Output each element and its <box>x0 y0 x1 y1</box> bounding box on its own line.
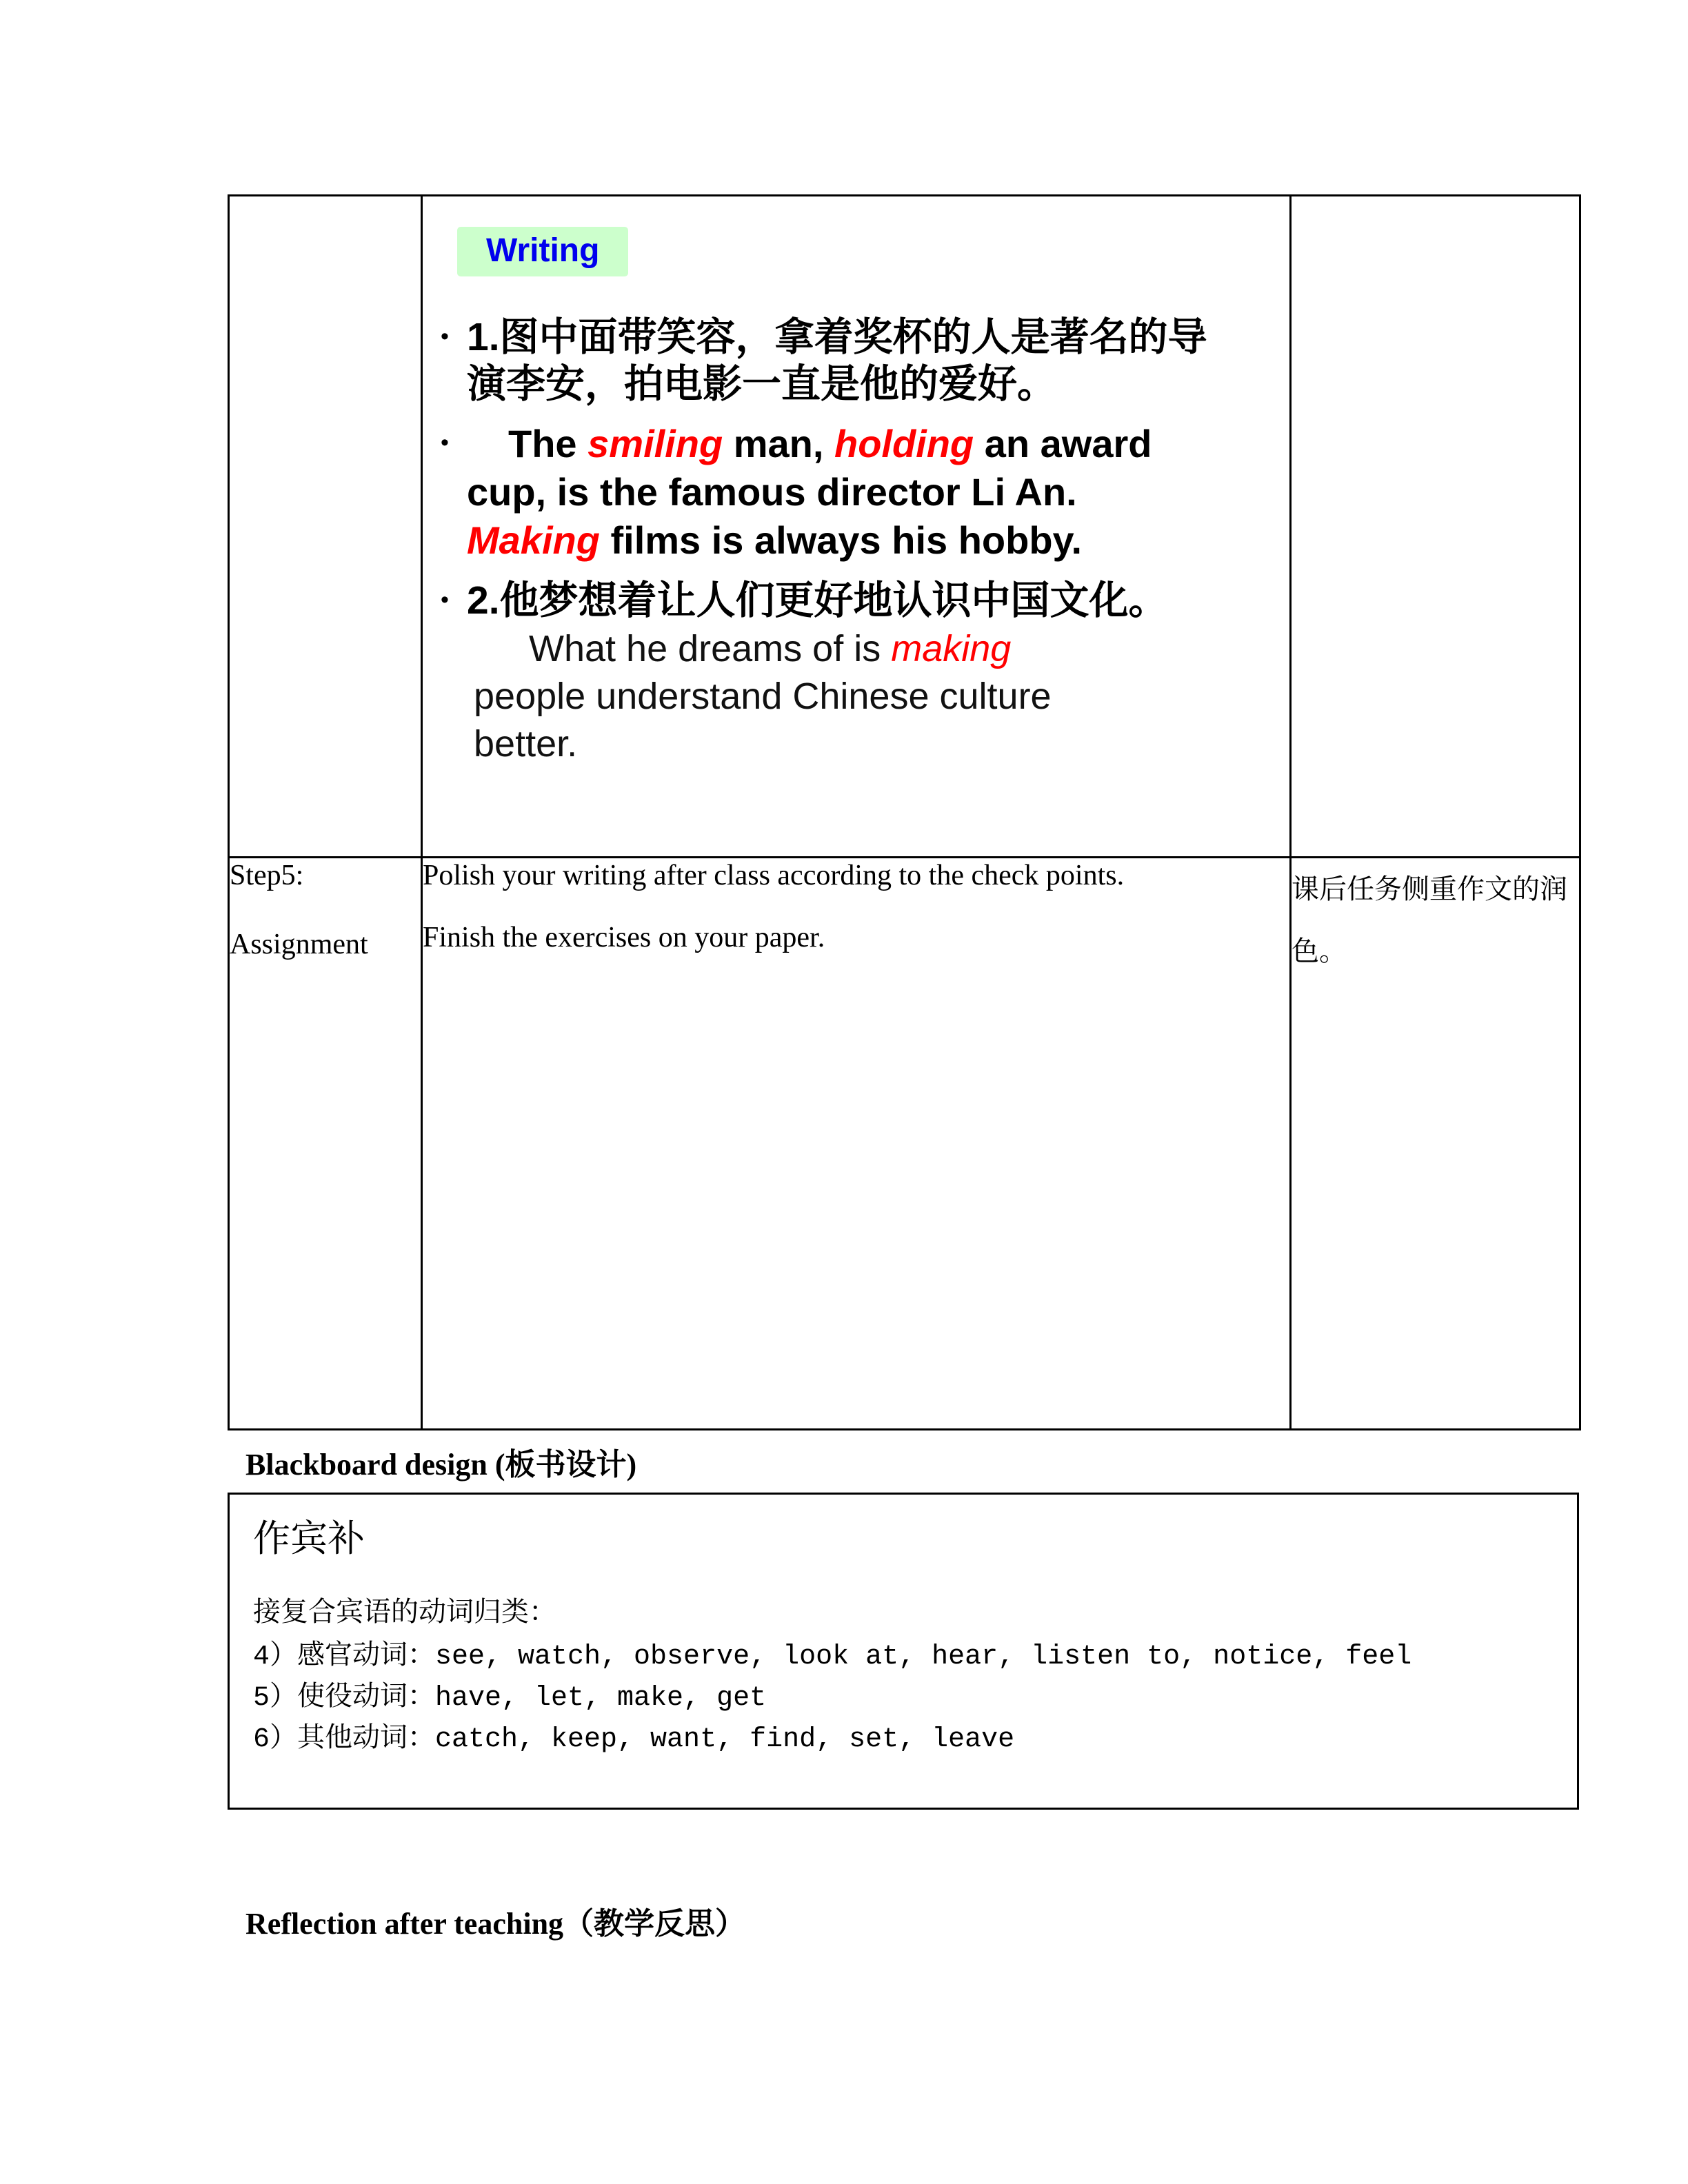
en-answer-2-line2: people understand Chinese culture <box>474 676 1052 717</box>
slide-cell <box>422 196 1291 858</box>
cn-sentence-2-line1: 2.他梦想着让人们更好地认识中国文化。 <box>467 578 1168 623</box>
bullet-chinese-1 <box>441 314 1289 407</box>
bullet-marker: • <box>441 429 449 456</box>
verb-category-4: 4）感官动词：see, watch, observe, look at, hear, listen to, notice, feel <box>253 1641 1412 1672</box>
teacher-note-cell <box>1291 858 1580 1430</box>
step5-label: Step5: <box>230 860 304 891</box>
assignment-content-cell <box>422 858 1291 1430</box>
assignment-line2: Finish the exercises on your paper. <box>423 922 825 953</box>
keyword-making-2: making <box>891 628 1012 669</box>
text-segment: an award <box>974 422 1152 465</box>
verb-category-list <box>253 1637 1556 1761</box>
verb-category-6: 6）其他动词：catch, keep, want, find, set, leave <box>253 1724 1015 1755</box>
keyword-smiling: smiling <box>587 422 723 465</box>
bullet-english-1 <box>441 420 1289 565</box>
blackboard-title: 作宾补 <box>253 1518 365 1559</box>
keyword-making: Making <box>467 518 600 562</box>
writing-slide-title: Writing <box>457 227 628 276</box>
lesson-plan-table <box>228 194 1581 1430</box>
bullet-marker: • <box>441 587 449 613</box>
cn-sentence-1-line2: 演李安，拍电影一直是他的爱好。 <box>467 362 1056 406</box>
cn-sentence-1 <box>467 314 1289 407</box>
slide-bullets <box>423 314 1289 768</box>
step5-name: Assignment <box>230 929 368 960</box>
en-sentence-1-line1 <box>467 420 1289 468</box>
text-segment: The <box>508 422 588 465</box>
en-sentence-1-line2: cup, is the famous director Li An. <box>467 470 1077 514</box>
writing-slide <box>423 196 1289 856</box>
bullet-marker: • <box>441 323 449 350</box>
en-answer-2 <box>474 625 1289 768</box>
text-segment: What he dreams of is <box>529 628 892 669</box>
bullet-chinese-2 <box>441 577 1289 768</box>
en-answer-2-line1 <box>474 625 1289 673</box>
en-answer-2-line3: better. <box>474 723 578 765</box>
teacher-note: 课后任务侧重作文的润色。 <box>1292 873 1567 967</box>
reflection-heading: Reflection after teaching（教学反思） <box>245 1907 746 1941</box>
text-segment: man, <box>723 422 834 465</box>
en-sentence-1 <box>467 420 1289 565</box>
blackboard-design-heading: Blackboard design (板书设计) <box>245 1448 637 1482</box>
keyword-holding: holding <box>834 422 974 465</box>
step-cell-empty <box>229 196 422 858</box>
assignment-line1: Polish your writing after class according to the check points. <box>423 860 1125 891</box>
step5-label-cell <box>229 858 422 1430</box>
cn-sentence-1-line1: 1.图中面带笑容，拿着奖杯的人是著名的导 <box>467 315 1207 359</box>
blackboard-design-box <box>228 1493 1579 1810</box>
verb-category-5: 5）使役动词：have, let, make, get <box>253 1683 767 1714</box>
blackboard-subtitle: 接复合宾语的动词归类： <box>253 1596 556 1627</box>
en-sentence-1-line3 <box>467 516 1289 565</box>
note-cell-empty <box>1291 196 1580 858</box>
text-segment: films is always his hobby. <box>599 518 1083 562</box>
cn-sentence-2 <box>467 577 1289 768</box>
